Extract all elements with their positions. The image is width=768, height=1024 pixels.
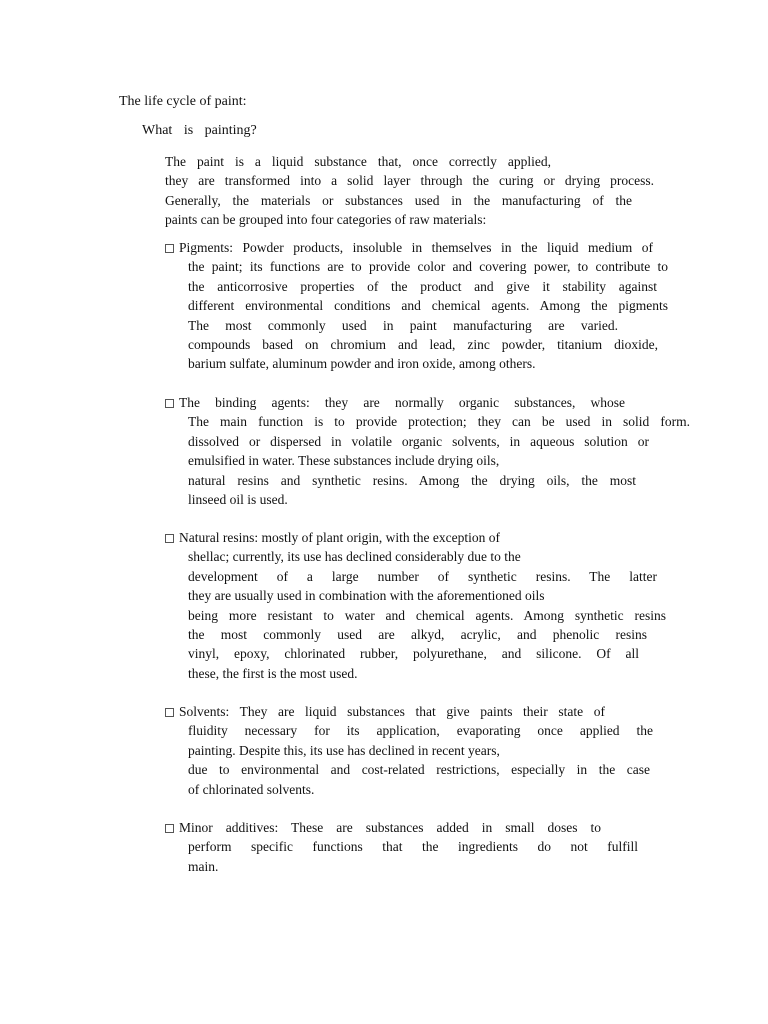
list-item-line: main. [188,858,219,874]
list-item-line: The binding agents: they are normally organic substances, whose [165,393,625,412]
list-item-line: development of a large number of synthetic resins. The latter [188,568,657,584]
list-item-line: shellac; currently, its use has declined considerably due to the [188,549,521,565]
list-item-binding-agents [165,393,690,509]
list-item-natural-resins [165,528,666,683]
list-item-line: due to environmental and cost-related restrictions, especially in the case [188,762,650,778]
list-item-line: they are usually used in combination with the aforementioned oils [188,588,545,604]
checkbox-bullet-icon [165,824,174,833]
list-item-line: natural resins and synthetic resins. Among the drying oils, the most [188,472,636,488]
intro-line: Generally, the materials or substances used in the manufacturing of the [165,192,632,208]
list-item-line: Minor additives: These are substances added in small doses to [165,818,601,837]
list-item-line: the paint; its functions are to provide color and covering power, to contribute to [188,259,668,275]
list-item-line: Natural resins: mostly of plant origin, with the exception of [165,528,585,547]
intro-line: they are transformed into a solid layer through the curing or drying process. [165,173,654,189]
list-item-pigments [165,238,668,374]
list-item-line: Solvents: They are liquid substances that give paints their state of [165,702,605,721]
list-item-line: vinyl, epoxy, chlorinated rubber, polyurethane, and silicone. Of all [188,646,639,662]
intro-line: The paint is a liquid substance that, once correctly applied, [165,154,551,169]
list-item-solvents [165,702,653,799]
document-title: The life cycle of paint: [119,94,247,109]
list-item-line: The main function is to provide protection; they can be used in solid form. [188,414,690,430]
intro-paragraph [165,152,654,230]
checkbox-bullet-icon [165,708,174,717]
checkbox-bullet-icon [165,534,174,543]
list-item-line: the anticorrosive properties of the product and give it stability against [188,278,657,294]
checkbox-bullet-icon [165,244,174,253]
list-item-line: of chlorinated solvents. [188,781,315,797]
list-item-line: these, the first is the most used. [188,665,358,681]
list-item-line: the most commonly used are alkyd, acrylic, and phenolic resins [188,627,647,643]
list-item-line: fluidity necessary for its application, evaporating once applied the [188,723,653,739]
list-item-line: linseed oil is used. [188,492,288,508]
intro-line: paints can be grouped into four categories of raw materials: [165,212,487,228]
list-item-line: emulsified in water. These substances include drying oils, [188,453,500,469]
list-item-line: different environmental conditions and chemical agents. Among the pigments [188,298,668,314]
list-item-line: being more resistant to water and chemical agents. Among synthetic resins [188,607,666,623]
list-item-line: dissolved or dispersed in volatile organic solvents, in aqueous solution or [188,433,649,449]
list-item-line: barium sulfate, aluminum powder and iron oxide, among others. [188,356,536,372]
list-item-line: Pigments: Powder products, insoluble in themselves in the liquid medium of [165,238,653,257]
checkbox-bullet-icon [165,399,174,408]
list-item-line: perform specific functions that the ingredients do not fulfill [188,839,638,855]
section-heading: What is painting? [142,123,257,138]
list-item-line: painting. Despite this, its use has declined in recent years, [188,742,500,758]
list-item-minor-additives [165,818,638,876]
list-item-line: The most commonly used in paint manufacturing are varied. [188,317,618,333]
list-item-line: compounds based on chromium and lead, zinc powder, titanium dioxide, [188,337,658,353]
